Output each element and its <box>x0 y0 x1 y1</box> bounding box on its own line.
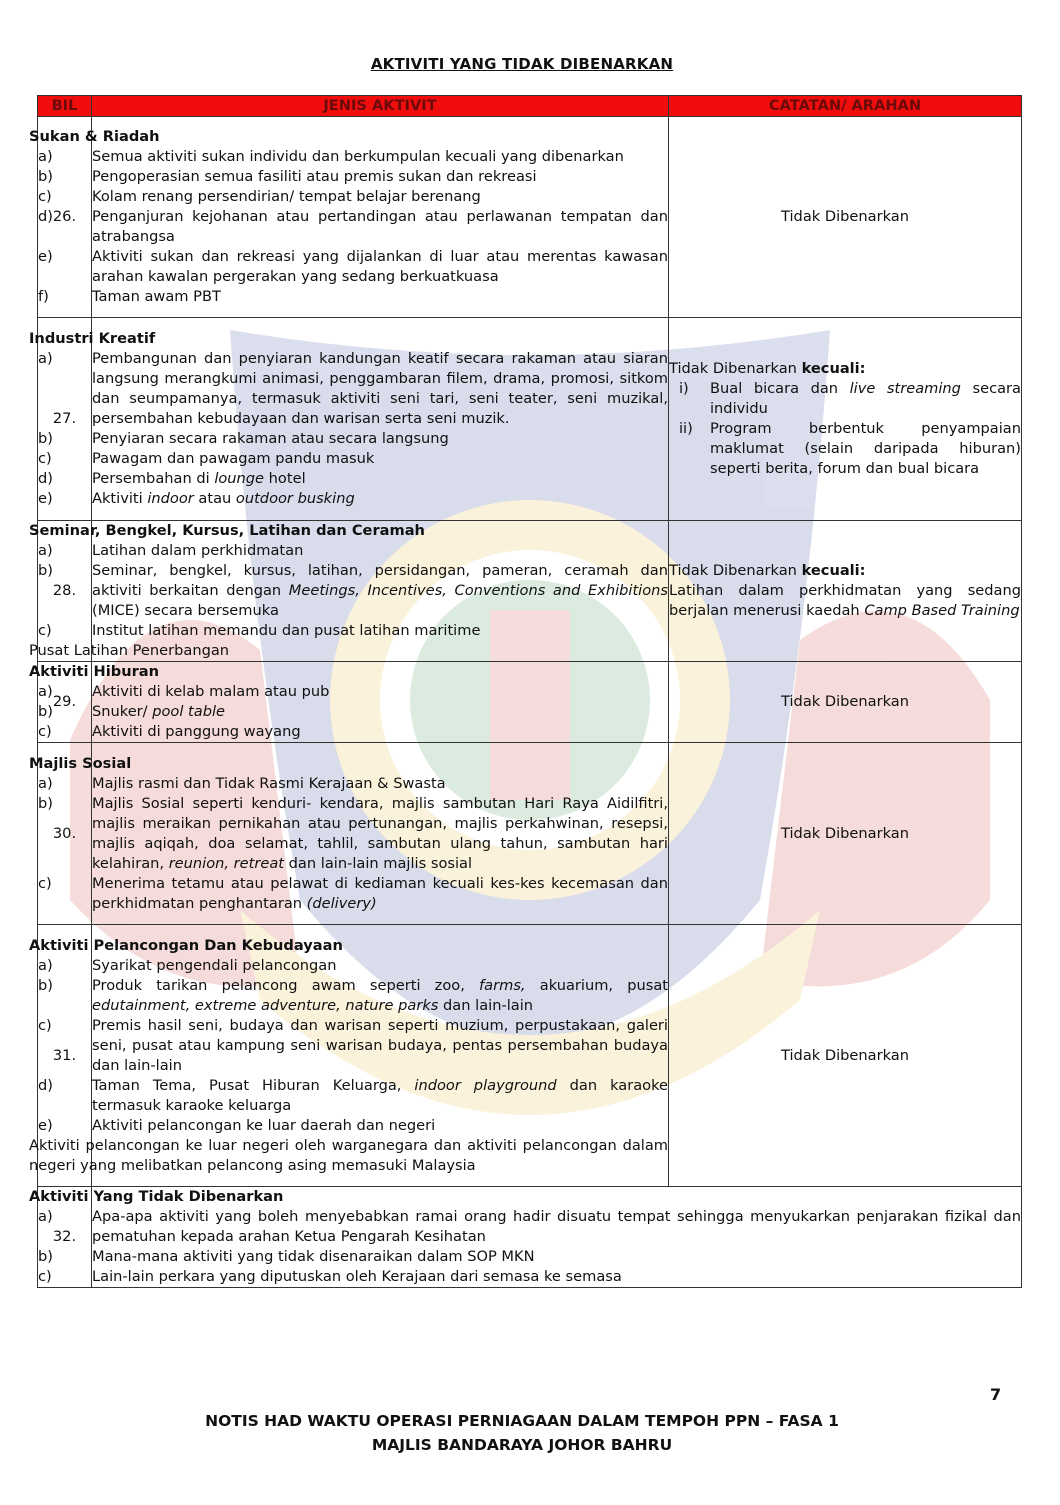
remarks-cell: Tidak Dibenarkan <box>669 662 1022 743</box>
page-title: AKTIVITI YANG TIDAK DIBENARKAN <box>370 55 674 73</box>
activity-heading: Aktiviti Hiburan <box>29 663 160 680</box>
footer-line-2: MAJLIS BANDARAYA JOHOR BAHRU <box>371 1436 673 1454</box>
list-item: c) Premis hasil seni, budaya dan warisan seperti muzium, perpustakaan, galeri seni, pusat atau kampung seni warisan budaya, pentas persembahan budaya dan lain-lain <box>38 1016 668 1074</box>
activity-heading: Industri Kreatif <box>29 330 156 347</box>
footer <box>0 1409 1044 1457</box>
activity-heading: Majlis Sosial <box>29 754 132 772</box>
table-row <box>38 318 1022 521</box>
list-item: a) Syarikat pengendali pelancongan <box>38 956 337 974</box>
header-jenis: JENIS AKTIVIT <box>92 96 669 117</box>
row-number: 31. <box>38 925 92 1187</box>
list-item: d) Penganjuran kejohanan atau pertandingan atau perlawanan tempatan dan atrabangsa <box>38 208 668 245</box>
list-item: d) Persembahan di lounge hotel <box>38 470 306 487</box>
list-item: b) Seminar, bengkel, kursus, latihan, persidangan, pameran, ceramah dan aktiviti berkaitan dengan Meetings, Incentives, Conventions and Exhibitions (MICE) secara bersemuka <box>38 562 668 619</box>
row-number: 30. <box>38 743 92 925</box>
row-number: 29. <box>38 662 92 743</box>
activity-heading: Seminar, Bengkel, Kursus, Latihan dan Ceramah <box>29 522 425 539</box>
list-item: b) Mana-mana aktiviti yang tidak disenaraikan dalam SOP MKN <box>38 1248 535 1265</box>
remarks-cell: Tidak Dibenarkan <box>669 925 1022 1187</box>
list-item: b) Penyiaran secara rakaman atau secara langsung <box>38 430 449 447</box>
header-catatan: CATATAN/ ARAHAN <box>669 96 1022 117</box>
list-item: c) Lain-lain perkara yang diputuskan oleh Kerajaan dari semasa ke semasa <box>38 1268 622 1285</box>
list-item: a) Pembangunan dan penyiaran kandungan keatif secara rakaman atau siaran langsung merangkumi animasi, penggambaran filem, drama, promosi, sitkom dan seumpamanya, termasuk aktiviti seni tari, seni teater, seni muzikal, persembahan kebudayaan dan warisan serta seni muzik. <box>38 350 668 427</box>
list-item: f) Taman awam PBT <box>38 288 221 305</box>
table-row <box>38 925 1022 1187</box>
list-item: c) Aktiviti di panggung wayang <box>38 723 301 740</box>
list-item: b) Pengoperasian semua fasiliti atau premis sukan dan rekreasi <box>38 168 537 185</box>
table-header-row <box>38 96 1022 117</box>
table-row <box>38 743 1022 925</box>
list-item: Pusat Latihan Penerbangan <box>29 642 230 659</box>
list-item: c) Kolam renang persendirian/ tempat belajar berenang <box>38 188 481 205</box>
list-item: i) Bual bicara dan live streaming secara individu <box>679 380 1022 417</box>
list-item: a) Majlis rasmi dan Tidak Rasmi Kerajaan & Swasta <box>38 774 446 792</box>
list-item: ii) Program berbentuk penyampaian maklumat (selain daripada hiburan) seperti berita, forum dan bual bicara <box>679 420 1021 477</box>
list-item: b) Produk tarikan pelancong awam seperti zoo, farms, akuarium, pusat edutainment, extreme adventure, nature parks dan lain-lain <box>38 976 669 1014</box>
remarks-cell: Tidak Dibenarkan kecuali: i) Bual bicara dan live streaming secara individu ii) Program berbentuk penyampaian maklumat (selain daripada hiburan) seperti berita, forum dan bual bicara <box>669 318 1022 521</box>
row-number: 26. <box>38 117 92 318</box>
list-item: a) Apa-apa aktiviti yang boleh menyebabkan ramai orang hadir disuatu tempat sehingga menyukarkan penjarakan fizikal dan pematuhan kepada arahan Ketua Pengarah Kesihatan <box>38 1208 1021 1245</box>
list-item: b) Snuker/ pool table <box>38 703 226 720</box>
page-number: 7 <box>990 1385 1002 1404</box>
list-item: Aktiviti pelancongan ke luar negeri oleh warganegara dan aktiviti pelancongan dalam negeri yang melibatkan pelancong asing memasuki Malaysia <box>29 1136 668 1174</box>
remarks-cell: Tidak Dibenarkan kecuali: Latihan dalam perkhidmatan yang sedang berjalan menerusi kaedah Camp Based Training <box>669 521 1022 662</box>
activities-table <box>29 95 1022 1288</box>
header-bil: BIL <box>38 96 92 117</box>
list-item: e) Aktiviti indoor atau outdoor busking <box>38 490 355 507</box>
table-row <box>38 662 1022 743</box>
activity-heading: Sukan & Riadah <box>29 128 160 145</box>
list-item: c) Pawagam dan pawagam pandu masuk <box>38 450 375 467</box>
list-item: a) Semua aktiviti sukan individu dan berkumpulan kecuali yang dibenarkan <box>38 148 624 165</box>
activity-heading: Aktiviti Yang Tidak Dibenarkan <box>29 1188 284 1205</box>
list-item: d) Taman Tema, Pusat Hiburan Keluarga, indoor playground dan karaoke termasuk karaoke keluarga <box>38 1076 669 1114</box>
list-item: c) Institut latihan memandu dan pusat latihan maritime <box>38 622 481 639</box>
remarks-cell: Tidak Dibenarkan <box>669 117 1022 318</box>
list-item: a) Aktiviti di kelab malam atau pub <box>38 683 330 700</box>
activity-heading: Aktiviti Pelancongan Dan Kebudayaan <box>29 936 343 954</box>
row-number: 28. <box>38 521 92 662</box>
list-item: e) Aktiviti sukan dan rekreasi yang dijalankan di luar atau merentas kawasan arahan kawalan pergerakan yang sedang berkuatkuasa <box>38 248 668 285</box>
table-row <box>38 117 1022 318</box>
row-number: 32. <box>38 1187 92 1288</box>
list-item: c) Menerima tetamu atau pelawat di kediaman kecuali kes-kes kecemasan dan perkhidmatan penghantaran (delivery) <box>38 874 668 912</box>
footer-line-1: NOTIS HAD WAKTU OPERASI PERNIAGAAN DALAM TEMPOH PPN – FASA 1 <box>205 1412 839 1430</box>
remarks-cell: Tidak Dibenarkan <box>669 743 1022 925</box>
list-item: a) Latihan dalam perkhidmatan <box>38 542 304 559</box>
list-item: e) Aktiviti pelancongan ke luar daerah dan negeri <box>38 1116 436 1134</box>
row-number: 27. <box>38 318 92 521</box>
table-row <box>38 1187 1022 1288</box>
list-item: b) Majlis Sosial seperti kenduri- kendara, majlis sambutan Hari Raya Aidilfitri, majlis meraikan pernikahan atau pertunangan, majlis perkahwinan, resepsi, majlis aqiqah, doa selamat, tahlil, sambutan ulang tahun, sambutan hari kelahiran, reunion, retreat dan lain-lain majlis sosial <box>38 794 668 872</box>
table-row <box>38 521 1022 662</box>
